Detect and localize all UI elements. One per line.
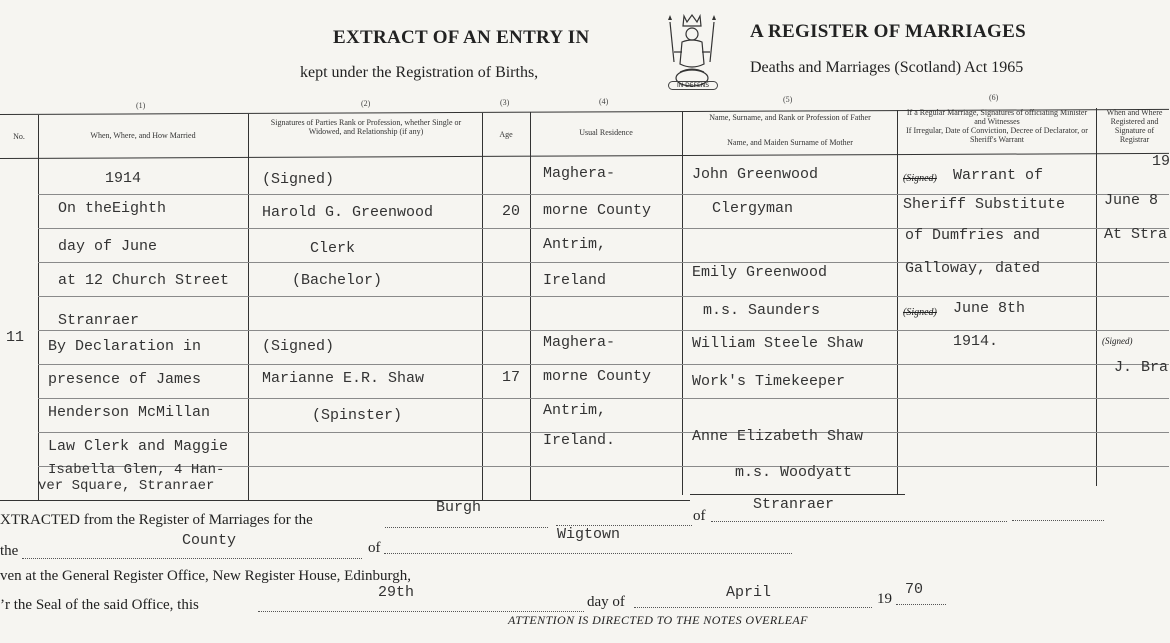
groom-mother-name: Emily Greenwood (692, 264, 828, 281)
dotted-line (258, 611, 584, 612)
header-subtitle-left: kept under the Registration of Births, (300, 64, 539, 81)
county-value: County (182, 532, 237, 549)
col-num-5: (5) (783, 95, 793, 104)
dotted-line (711, 521, 1007, 522)
married-line: presence of James (48, 371, 202, 388)
row-line (38, 296, 1169, 297)
registered-date: June 8 (1104, 192, 1159, 209)
groom-mother-maiden: m.s. Saunders (703, 302, 821, 319)
seal-label: ’r the Seal of the said Office, this (0, 597, 199, 613)
col-divider-1 (38, 115, 39, 501)
married-line: ver Square, Stranraer (38, 478, 215, 494)
col-divider-7 (1096, 108, 1097, 486)
registrar-name: J. Bra (1114, 359, 1169, 376)
royal-crest-icon (662, 12, 722, 96)
married-line: Isabella Glen, 4 Han- (48, 462, 225, 478)
groom-rank: Clerk (310, 240, 356, 257)
burgh-value: Burgh (436, 499, 482, 516)
col-header-regular: If a Regular Marriage, Signatures of officiating Minister and Witnesses (906, 108, 1088, 126)
month-value: April (726, 584, 772, 601)
dotted-line (384, 553, 792, 554)
row-line (38, 398, 1169, 399)
groom-status: (Bachelor) (292, 272, 383, 289)
row-line (38, 330, 1169, 331)
married-line: 1914 (105, 170, 142, 187)
bride-name: Marianne E.R. Shaw (262, 370, 425, 387)
married-line: On theEighth (58, 200, 167, 217)
col-header-registered: When and Where Registered and Signature of Registrar (1106, 108, 1163, 144)
married-line: Law Clerk and Maggie (48, 438, 229, 455)
year-suffix: 70 (905, 581, 924, 598)
bride-father-name: William Steele Shaw (692, 335, 864, 352)
of-label-2: of (368, 540, 381, 556)
registered-place: At Stra (1104, 226, 1168, 243)
groom-residence: morne County (543, 202, 652, 219)
dotted-line (634, 607, 872, 608)
warrant-line: 1914. (953, 333, 999, 350)
row-line (38, 364, 1169, 365)
bride-residence: Maghera- (543, 334, 616, 351)
col-divider-6 (897, 110, 898, 494)
col-divider-4 (530, 112, 531, 500)
groom-residence: Maghera- (543, 165, 616, 182)
groom-father-name: John Greenwood (692, 166, 819, 183)
registrar-signed: (Signed) (1102, 336, 1133, 346)
header-title-right: A REGISTER OF MARRIAGES (750, 21, 1026, 42)
table-header-border (0, 153, 1169, 159)
row-line (38, 194, 1169, 195)
col-header-father: Name, Surname, and Rank or Profession of Father (709, 113, 871, 122)
warrant-line: Galloway, dated (905, 260, 1041, 277)
col-num-1: (1) (136, 101, 146, 110)
col-num-3: (3) (500, 98, 510, 107)
bride-age: 17 (502, 369, 521, 386)
warrant-stamp: (Signed) (903, 307, 937, 318)
groom-signed: (Signed) (262, 171, 335, 188)
bride-father-rank: Work's Timekeeper (692, 373, 846, 390)
col-num-6: (6) (989, 93, 999, 102)
burgh-name: Stranraer (753, 496, 835, 513)
col-divider-5 (682, 111, 683, 495)
attention-note: ATTENTION IS DIRECTED TO THE NOTES OVERLEAF (508, 613, 808, 627)
of-label-1: of (693, 508, 706, 524)
crest-motto: IN DEFENS (668, 81, 718, 90)
bride-residence: Ireland. (543, 432, 616, 449)
col-header-mother: Name, and Maiden Surname of Mother (727, 138, 853, 147)
extracted-label: XTRACTED from the Register of Marriages for the (0, 512, 313, 528)
groom-father-rank: Clergyman (712, 200, 794, 217)
married-line: Stranraer (58, 312, 140, 329)
day-of-label: day of (587, 594, 625, 610)
groom-residence: Antrim, (543, 236, 607, 253)
col-divider-2 (248, 114, 249, 501)
dotted-line (896, 604, 946, 605)
bride-status: (Spinster) (312, 407, 403, 424)
col-num-2: (2) (361, 99, 371, 108)
married-line: at 12 Church Street (58, 272, 230, 289)
bride-signed: (Signed) (262, 338, 335, 355)
day-value: 29th (378, 584, 415, 601)
col-header-no: No. (13, 132, 25, 141)
registered-year: 19 (1152, 153, 1170, 170)
dotted-line (22, 558, 362, 559)
col-divider-3 (482, 113, 483, 501)
col-header-irregular: If Irregular, Date of Conviction, Decree of Declarator, or Sheriff's Warrant (906, 126, 1088, 144)
col-num-4: (4) (599, 97, 609, 106)
table-bottom-border (0, 500, 690, 501)
married-line: day of June (58, 238, 158, 255)
warrant-line: Sheriff Substitute (903, 196, 1066, 213)
the-label: the (0, 543, 19, 559)
groom-residence: Ireland (543, 272, 607, 289)
header-subtitle-right: Deaths and Marriages (Scotland) Act 1965 (750, 59, 1024, 76)
col-header-signatures: Signatures of Parties Rank or Profession, whether Single or Widowed, and Relationship (if any) (270, 118, 462, 136)
warrant-line: of Dumfries and (905, 227, 1041, 244)
col-header-residence: Usual Residence (579, 128, 633, 137)
entry-number: 11 (6, 329, 25, 346)
married-line: Henderson McMillan (48, 404, 211, 421)
warrant-line: June 8th (953, 300, 1026, 317)
groom-name: Harold G. Greenwood (262, 204, 434, 221)
warrant-stamp: (Signed) (903, 173, 937, 184)
warrant-line: Warrant of (953, 167, 1044, 184)
dotted-line (385, 527, 548, 528)
col-header-age: Age (499, 130, 513, 139)
given-label: ven at the General Register Office, New Register House, Edinburgh, (0, 568, 411, 584)
bride-mother-maiden: m.s. Woodyatt (735, 464, 853, 481)
bride-residence: morne County (543, 368, 652, 385)
col-header-when-where: When, Where, and How Married (90, 131, 196, 140)
dotted-line (1012, 520, 1104, 521)
bride-residence: Antrim, (543, 402, 607, 419)
table-bottom-border-right (690, 494, 905, 495)
year-prefix: 19 (877, 591, 892, 607)
married-line: By Declaration in (48, 338, 202, 355)
groom-age: 20 (502, 203, 521, 220)
bride-mother-name: Anne Elizabeth Shaw (692, 428, 864, 445)
county-name: Wigtown (557, 526, 621, 543)
header-title-left: EXTRACT OF AN ENTRY IN (333, 27, 590, 48)
